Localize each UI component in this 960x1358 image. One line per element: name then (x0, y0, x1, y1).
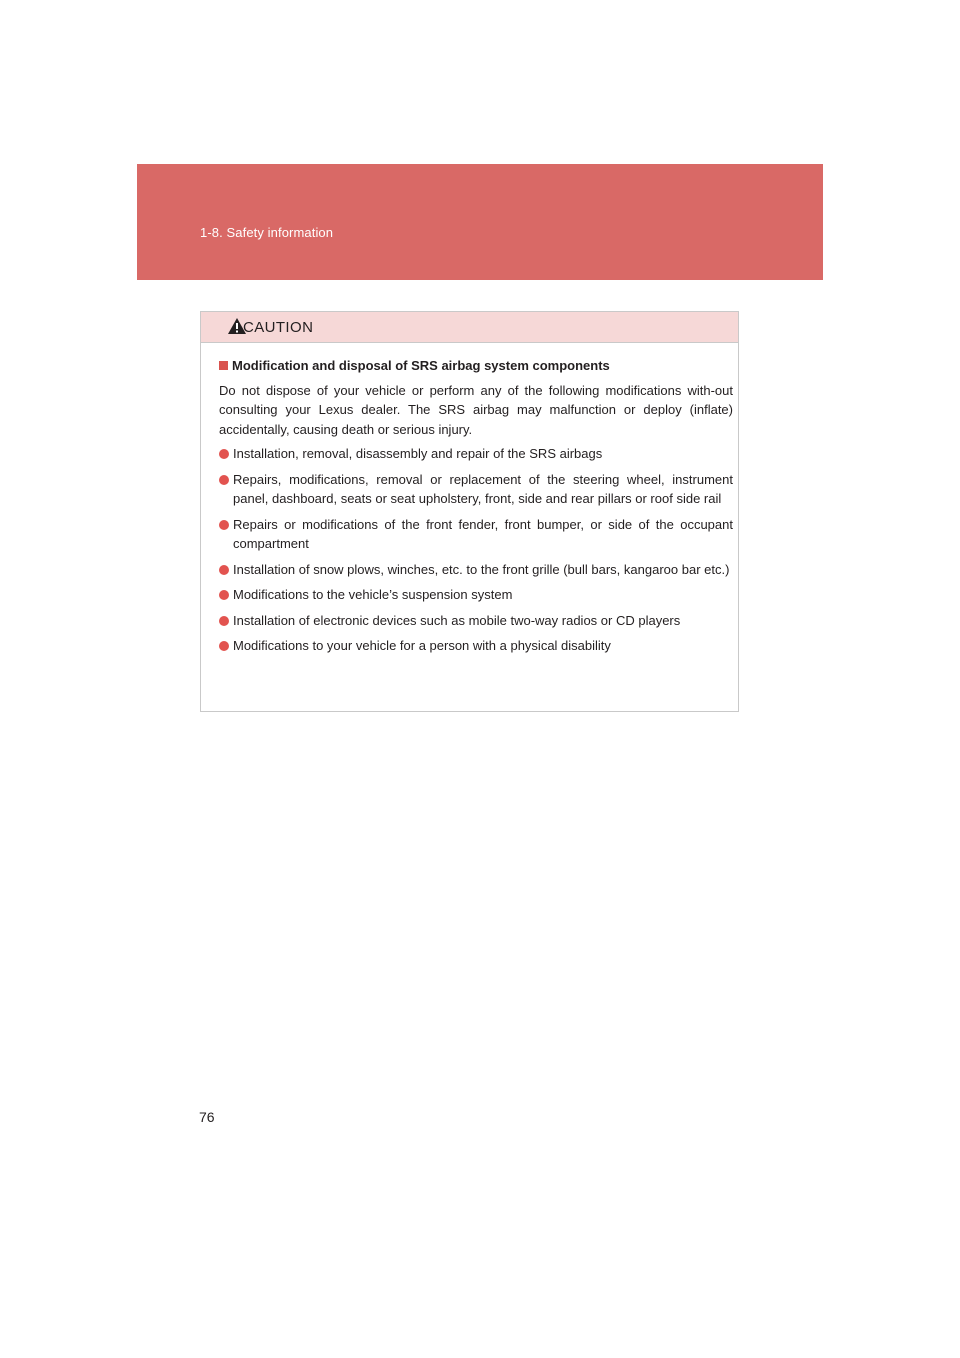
list-item-text: Installation of snow plows, winches, etc. to the front grille (bull bars, kangaroo bar etc.) (233, 561, 730, 577)
caution-intro: Do not dispose of your vehicle or perform any of the following modifications with-out consulting your Lexus dealer. The SRS airbag may malfunction or deploy (inflate) accidentally, causing death or serious injury. (219, 382, 733, 437)
caution-title: CAUTION (243, 319, 314, 336)
section-header-band (137, 164, 823, 280)
caution-header (201, 312, 738, 343)
caution-box (200, 311, 739, 712)
circle-bullet-icon (219, 449, 229, 459)
circle-bullet-icon (219, 590, 229, 600)
page-number: 76 (199, 1109, 215, 1125)
list-item-text: Modifications to the vehicle’s suspension system (233, 587, 513, 602)
list-item-text: Installation, removal, disassembly and repair of the SRS airbags (233, 446, 603, 461)
list-item-text: Installation of electronic devices such as mobile two-way radios or CD players (233, 612, 681, 628)
circle-bullet-icon (219, 641, 229, 651)
circle-bullet-icon (219, 616, 229, 626)
section-title: 1-8. Safety information (200, 225, 334, 240)
circle-bullet-icon (219, 520, 229, 530)
caution-bullet-list (219, 444, 733, 656)
circle-bullet-icon (219, 565, 229, 575)
list-item (219, 585, 733, 605)
circle-bullet-icon (219, 475, 229, 485)
square-bullet-icon (219, 361, 228, 370)
list-item-text: Modifications to your vehicle for a person with a physical disability (233, 638, 611, 653)
list-item (219, 515, 733, 554)
caution-body (201, 343, 738, 656)
list-item (219, 470, 733, 509)
list-item-text: Repairs, modifications, removal or replacement of the steering wheel, instrument panel, dashboard, seats or seat upholstery, front, side and rear pillars or roof side rail (233, 471, 733, 506)
caution-heading-text: Modification and disposal of SRS airbag system components (232, 358, 610, 373)
list-item (219, 560, 733, 580)
list-item (219, 636, 733, 656)
caution-heading (219, 356, 733, 376)
list-item-text: Repairs or modifications of the front fender, front bumper, or side of the occupant compartment (233, 516, 733, 551)
list-item (219, 444, 733, 464)
list-item (219, 611, 733, 631)
